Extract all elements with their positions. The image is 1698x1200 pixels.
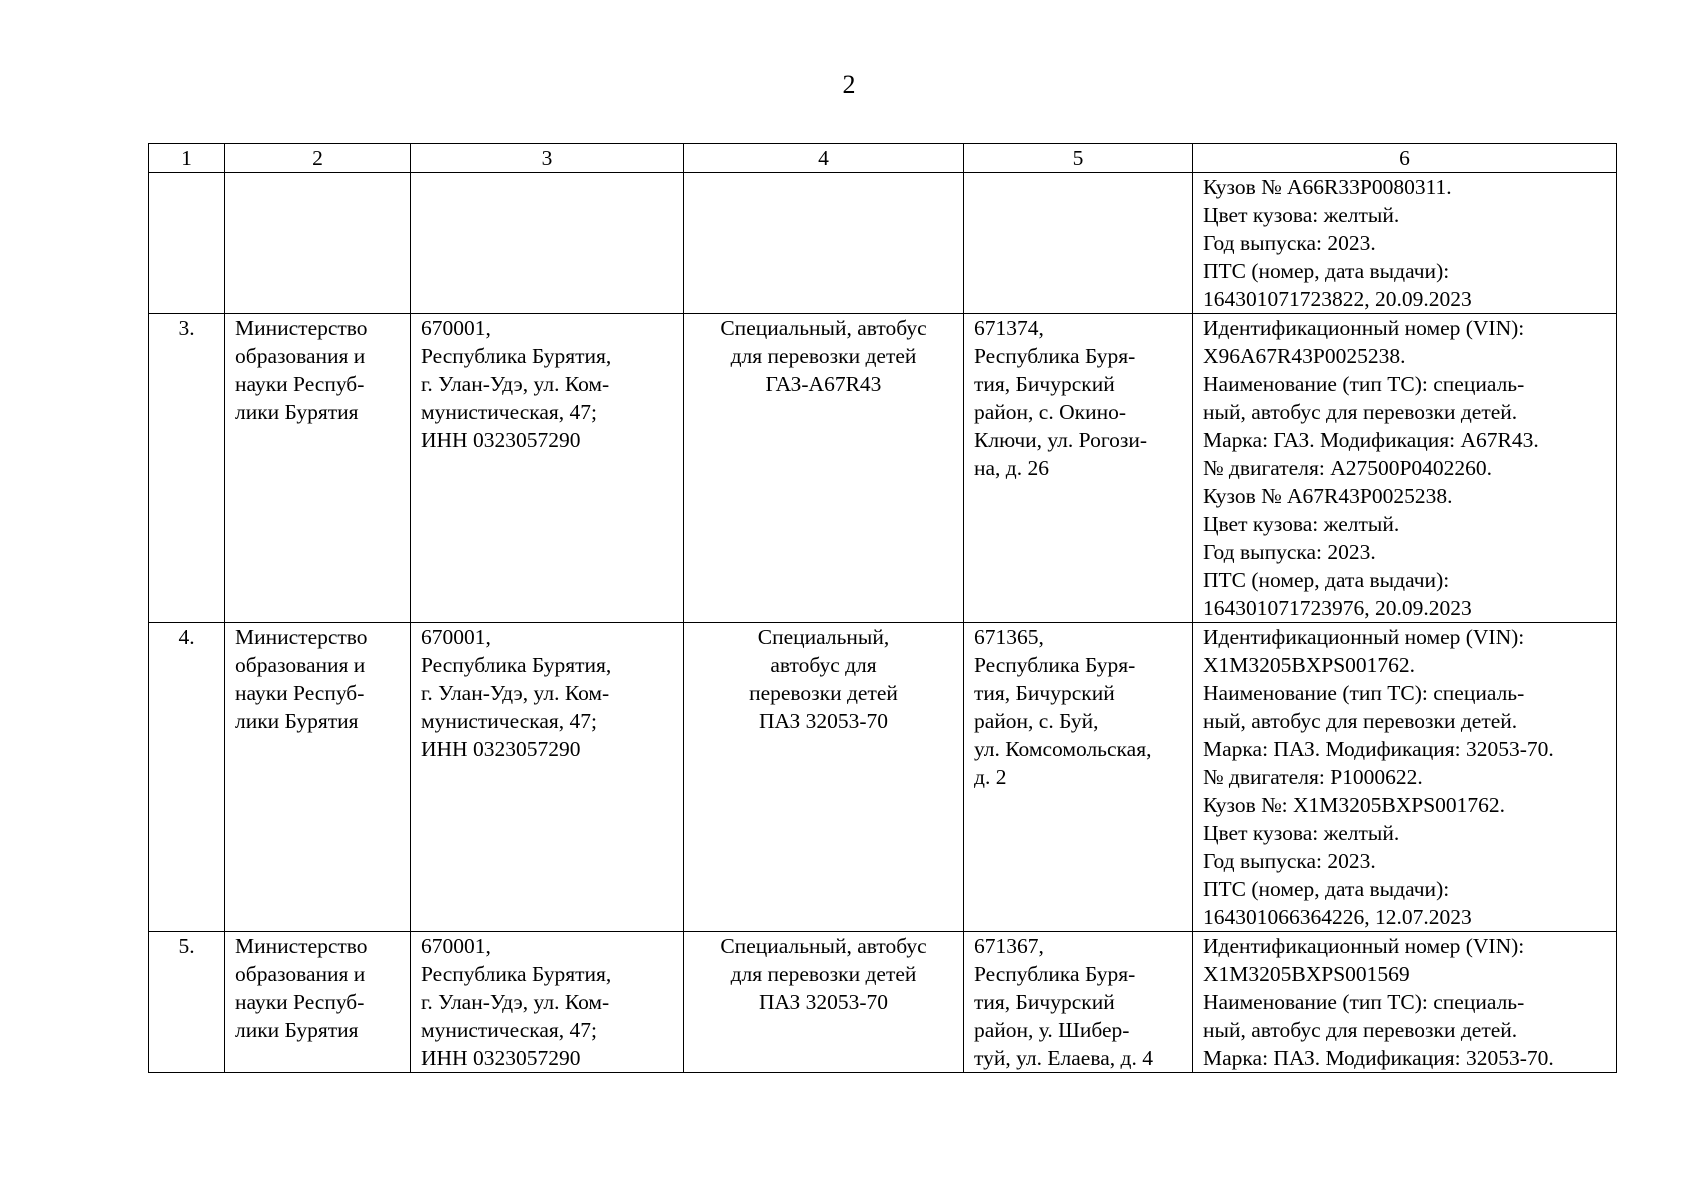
cell-text-line: мунистическая, 47;: [421, 400, 598, 424]
cell-text-line: Цвет кузова: желтый.: [1203, 821, 1400, 845]
row-number-cell: 4.: [149, 623, 225, 932]
cell-text-line: г. Улан-Удэ, ул. Ком-: [421, 681, 610, 705]
table-header: [149, 144, 1617, 173]
cell-text-line: ный, автобус для перевозки детей.: [1203, 709, 1518, 733]
cell-text-line: ПАЗ 32053-70: [758, 709, 889, 733]
cell-text-line: науки Респуб-: [235, 990, 365, 1014]
vehicle-details-cell: [1193, 932, 1617, 1073]
vehicle-type-cell: [684, 623, 964, 932]
cell-text-line: д. 2: [974, 765, 1007, 789]
vehicle-location-cell: [964, 173, 1193, 314]
table-row: [149, 314, 1617, 623]
cell-text-line: Ключи, ул. Рогози-: [974, 428, 1148, 452]
cell-text-line: Марка: ГАЗ. Модификация: А67R43.: [1203, 428, 1539, 452]
cell-text-line: Идентификационный номер (VIN):: [1203, 625, 1525, 649]
table-row: [149, 173, 1617, 314]
cell-text-line: 671367,: [974, 934, 1044, 958]
cell-text-line: на, д. 26: [974, 456, 1049, 480]
cell-text-line: ПТС (номер, дата выдачи):: [1203, 568, 1450, 592]
cell-text-line: Цвет кузова: желтый.: [1203, 512, 1400, 536]
cell-text-line: Год выпуска: 2023.: [1203, 849, 1376, 873]
owner-name-cell: [225, 173, 411, 314]
table-body: [149, 173, 1617, 1073]
cell-text-line: 164301071723976, 20.09.2023: [1203, 596, 1472, 620]
cell-text-line: автобус для: [770, 653, 877, 677]
cell-text-line: Специальный, автобус: [720, 316, 927, 340]
cell-text-line: ИНН 0323057290: [421, 1046, 581, 1070]
column-header: 1: [149, 144, 225, 173]
cell-text-line: науки Респуб-: [235, 681, 365, 705]
cell-text-line: Наименование (тип ТС): специаль-: [1203, 681, 1525, 705]
cell-text-line: ный, автобус для перевозки детей.: [1203, 400, 1518, 424]
cell-text-line: ГАЗ-А67R43: [765, 372, 882, 396]
cell-text-line: тия, Бичурский: [974, 372, 1115, 396]
vehicle-type-cell: [684, 314, 964, 623]
cell-text-line: г. Улан-Удэ, ул. Ком-: [421, 372, 610, 396]
vehicle-details-cell: [1193, 314, 1617, 623]
cell-text-line: ИНН 0323057290: [421, 428, 581, 452]
cell-text-line: № двигателя: P1000622.: [1203, 765, 1423, 789]
cell-text-line: Цвет кузова: желтый.: [1203, 203, 1400, 227]
column-header: 6: [1193, 144, 1617, 173]
cell-text-line: район, с. Буй,: [974, 709, 1099, 733]
cell-text-line: ул. Комсомольская,: [974, 737, 1152, 761]
cell-text-line: лики Бурятия: [235, 709, 359, 733]
cell-text-line: Год выпуска: 2023.: [1203, 231, 1376, 255]
row-number-cell: 5.: [149, 932, 225, 1073]
cell-text-line: ПАЗ 32053-70: [758, 990, 889, 1014]
cell-text-line: Год выпуска: 2023.: [1203, 540, 1376, 564]
cell-text-line: Кузов № A66R33P0080311.: [1203, 175, 1452, 199]
cell-text-line: Наименование (тип ТС): специаль-: [1203, 372, 1525, 396]
vehicle-table: [148, 143, 1617, 1073]
row-number-cell: 3.: [149, 314, 225, 623]
cell-text-line: Кузов № A67R43P0025238.: [1203, 484, 1453, 508]
cell-text-line: Республика Буря-: [974, 962, 1136, 986]
cell-text-line: Министерство: [235, 316, 368, 340]
column-header: 5: [964, 144, 1193, 173]
cell-text-line: Министерство: [235, 934, 368, 958]
table-row: [149, 623, 1617, 932]
vehicle-details-cell: [1193, 623, 1617, 932]
vehicle-type-cell: [684, 932, 964, 1073]
cell-text-line: ПТС (номер, дата выдачи):: [1203, 877, 1450, 901]
cell-text-line: X1M3205BXPS001569: [1203, 962, 1410, 986]
cell-text-line: Республика Буря-: [974, 653, 1136, 677]
cell-text-line: туй, ул. Елаева, д. 4: [974, 1046, 1153, 1070]
cell-text-line: район, с. Окино-: [974, 400, 1126, 424]
cell-text-line: ный, автобус для перевозки детей.: [1203, 1018, 1518, 1042]
cell-text-line: район, у. Шибер-: [974, 1018, 1130, 1042]
cell-text-line: Марка: ПАЗ. Модификация: 32053-70.: [1203, 737, 1554, 761]
vehicle-location-cell: [964, 932, 1193, 1073]
cell-text-line: X1M3205BXPS001762.: [1203, 653, 1416, 677]
cell-text-line: X96A67R43P0025238.: [1203, 344, 1406, 368]
cell-text-line: 164301066364226, 12.07.2023: [1203, 905, 1472, 929]
cell-text-line: Республика Бурятия,: [421, 653, 612, 677]
cell-text-line: ПТС (номер, дата выдачи):: [1203, 259, 1450, 283]
cell-text-line: для перевозки детей: [730, 962, 917, 986]
owner-address-cell: [411, 314, 684, 623]
cell-text-line: перевозки детей: [749, 681, 898, 705]
cell-text-line: лики Бурятия: [235, 1018, 359, 1042]
vehicle-location-cell: [964, 314, 1193, 623]
vehicle-type-cell: [684, 173, 964, 314]
cell-text-line: образования и: [235, 962, 366, 986]
cell-text-line: ИНН 0323057290: [421, 737, 581, 761]
cell-text-line: Кузов №: X1M3205BXPS001762.: [1203, 793, 1506, 817]
cell-text-line: 670001,: [421, 625, 491, 649]
cell-text-line: Идентификационный номер (VIN):: [1203, 934, 1525, 958]
cell-text-line: Специальный,: [757, 625, 890, 649]
vehicle-details-cell: [1193, 173, 1617, 314]
cell-text-line: Идентификационный номер (VIN):: [1203, 316, 1525, 340]
cell-text-line: Наименование (тип ТС): специаль-: [1203, 990, 1525, 1014]
cell-text-line: для перевозки детей: [730, 344, 917, 368]
cell-text-line: 164301071723822, 20.09.2023: [1203, 287, 1472, 311]
cell-text-line: науки Респуб-: [235, 372, 365, 396]
cell-text-line: Республика Буря-: [974, 344, 1136, 368]
cell-text-line: мунистическая, 47;: [421, 709, 598, 733]
cell-text-line: Республика Бурятия,: [421, 962, 612, 986]
column-header: 2: [225, 144, 411, 173]
row-number-cell: [149, 173, 225, 314]
cell-text-line: г. Улан-Удэ, ул. Ком-: [421, 990, 610, 1014]
cell-text-line: № двигателя: A27500P0402260.: [1203, 456, 1493, 480]
cell-text-line: 671374,: [974, 316, 1044, 340]
cell-text-line: образования и: [235, 344, 366, 368]
column-header: 4: [684, 144, 964, 173]
cell-text-line: 670001,: [421, 316, 491, 340]
owner-name-cell: [225, 623, 411, 932]
cell-text-line: Министерство: [235, 625, 368, 649]
table-row: [149, 932, 1617, 1073]
cell-text-line: 670001,: [421, 934, 491, 958]
vehicle-location-cell: [964, 623, 1193, 932]
owner-address-cell: [411, 932, 684, 1073]
cell-text-line: тия, Бичурский: [974, 990, 1115, 1014]
page-number: 2: [842, 70, 856, 99]
cell-text-line: образования и: [235, 653, 366, 677]
cell-text-line: Специальный, автобус: [720, 934, 927, 958]
cell-text-line: 671365,: [974, 625, 1044, 649]
owner-name-cell: [225, 314, 411, 623]
cell-text-line: мунистическая, 47;: [421, 1018, 598, 1042]
owner-name-cell: [225, 932, 411, 1073]
cell-text-line: лики Бурятия: [235, 400, 359, 424]
cell-text-line: Марка: ПАЗ. Модификация: 32053-70.: [1203, 1046, 1554, 1070]
owner-address-cell: [411, 173, 684, 314]
cell-text-line: тия, Бичурский: [974, 681, 1115, 705]
header-row: [149, 144, 1617, 173]
owner-address-cell: [411, 623, 684, 932]
cell-text-line: Республика Бурятия,: [421, 344, 612, 368]
column-header: 3: [411, 144, 684, 173]
